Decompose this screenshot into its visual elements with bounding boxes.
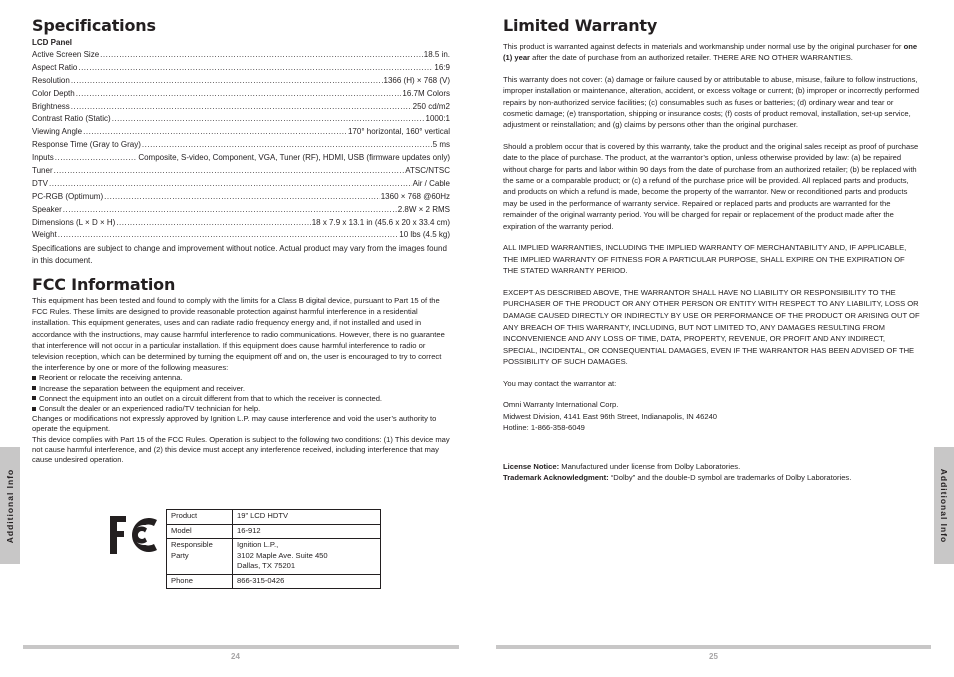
footer-bar bbox=[496, 645, 931, 649]
table-cell: Product bbox=[167, 510, 233, 525]
table-cell: Phone bbox=[167, 574, 233, 589]
spec-label: Tuner bbox=[32, 166, 53, 176]
spec-label: Dimensions (L × D × H) bbox=[32, 217, 116, 227]
warranty-paragraph: ALL IMPLIED WARRANTIES, INCLUDING THE IMPLIED WARRANTY OF MERCHANTABILITY AND, IF APPLICABLE, THE IMPLIED WARRANTY OF FITNESS FOR A PARTICULAR PURPOSE, SHALL EXPIRE ON THE EXPIRATION OF THE STATED WARRANTY PERIOD. bbox=[503, 243, 907, 276]
warranty-paragraph: EXCEPT AS DESCRIBED ABOVE, THE WARRANTOR SHALL HAVE NO LIABILITY OR RESPONSIBILITY TO THE PURCHASER OF THE PRODUCT OR ANY OTHER PERSON OR ENTITY WITH RESPECT TO ANY LIABILITY, LOSS OR DAMAGE CAUSED DIRECTLY OR INDIRECTLY BY USE OR PERFORMANCE OF THE PRODUCT OR ARISING OUT OF ANY BREACH OF THIS WARRANTY, INCLUDING, BUT NOT LIMITED TO, ANY DAMAGES RESULTING FROM INCONVENIENCE AND ANY LOSS OF TIME, DATA, PROPERTY, REVENUE, OR PROFIT AND ANY INDIRECT, SPECIAL, INCIDENTAL, OR CONSEQUENTIAL DAMAGES, EVEN IF THE WARRANTOR HAS BEEN ADVISED OF THE POSSIBILITY OF SUCH DAMAGES. bbox=[503, 287, 920, 367]
spec-label: Brightness bbox=[32, 101, 70, 111]
spec-value: 1000:1 bbox=[425, 114, 450, 124]
spec-value: 16:9 bbox=[434, 62, 450, 72]
spec-value: 2.8W × 2 RMS bbox=[397, 204, 450, 214]
spec-row bbox=[32, 114, 450, 127]
spec-value: 250 cd/m2 bbox=[412, 101, 450, 111]
fcc-bullet-list bbox=[32, 373, 450, 414]
spec-row bbox=[32, 153, 450, 166]
dot-leader bbox=[112, 114, 425, 123]
dot-leader bbox=[63, 205, 397, 214]
spec-row bbox=[32, 218, 450, 231]
side-tab-right bbox=[934, 447, 954, 564]
spec-value: ATSC/NTSC bbox=[405, 166, 450, 176]
dot-leader bbox=[54, 166, 405, 175]
spec-row bbox=[32, 102, 450, 115]
spec-label: Color Depth bbox=[32, 88, 75, 98]
specifications-list bbox=[32, 50, 450, 243]
spec-value: 1360 × 768 @60Hz bbox=[380, 191, 450, 201]
table-row bbox=[167, 524, 381, 539]
page-number: 25 bbox=[709, 652, 718, 661]
fcc-conditions: This device complies with Part 15 of the FCC Rules. Operation is subject to the following two conditions: (1) This device may not cause harmful interference, and (2) this device must accept any interference received, including interference that may cause undesired operation. bbox=[32, 434, 450, 465]
spec-row bbox=[32, 63, 450, 76]
table-row bbox=[167, 510, 381, 525]
bullet-square-icon bbox=[32, 386, 36, 390]
table-cell: Model bbox=[167, 524, 233, 539]
bullet-square-icon bbox=[32, 407, 36, 411]
specifications-heading: Specifications bbox=[32, 16, 156, 35]
spec-row bbox=[32, 127, 450, 140]
spec-label: Active Screen Size bbox=[32, 50, 100, 59]
warranty-paragraph: This warranty does not cover: (a) damage or failure caused by or attributable to abuse, misuse, failure to follow instructions, improper installation or maintenance, alteration, accident, or excess voltage or current; (b) improper or incorrectly performed repairs by non-authorized service facilities; (c) consumables such as fuses or batteries; (d) ordinary wear and tear or cosmetic damage; (e) transportation, shipping or insurance costs; (f) costs of product removal, installation, set-up service, adjustment or reinstallation; and (g) claims by persons other than the original purchaser. bbox=[503, 74, 920, 130]
spec-value: 18.5 in. bbox=[423, 50, 450, 59]
dot-leader bbox=[116, 218, 310, 227]
spec-row bbox=[32, 192, 450, 205]
dot-leader bbox=[71, 102, 412, 111]
dot-leader bbox=[104, 192, 380, 201]
table-row bbox=[167, 574, 381, 589]
list-item: Connect the equipment into an outlet on a circuit different from that to which the receiver is connected. bbox=[32, 394, 450, 404]
dot-leader bbox=[71, 76, 383, 85]
warranty-paragraph: This product is warranted against defects in materials and workmanship under normal use by the original purchaser for one (1) year after the date of purchase from an authorized retailer. THERE ARE NO OTHER WARRANTIES. bbox=[503, 42, 918, 63]
spec-label: Weight bbox=[32, 230, 57, 240]
spec-value: 5 ms bbox=[432, 140, 450, 150]
side-tab-label: Additional Info bbox=[5, 468, 15, 543]
warranty-body bbox=[503, 41, 921, 483]
license-notice: License Notice: Manufactured under license from Dolby Laboratories. bbox=[503, 461, 741, 471]
dot-leader bbox=[142, 140, 432, 149]
list-item: Increase the separation between the equipment and receiver. bbox=[32, 384, 450, 394]
table-cell: 866-315-0426 bbox=[233, 574, 381, 589]
dot-leader bbox=[76, 89, 402, 98]
spec-row bbox=[32, 230, 450, 243]
contact-intro: You may contact the warrantor at: bbox=[503, 379, 617, 389]
dot-leader bbox=[83, 127, 347, 136]
dot-leader bbox=[100, 50, 423, 59]
side-tab-left bbox=[0, 447, 20, 564]
spec-row bbox=[32, 89, 450, 102]
bullet-square-icon bbox=[32, 396, 36, 400]
specifications-note: Specifications are subject to change and improvement without notice. Actual product may vary from the images found in this document. bbox=[32, 244, 447, 265]
table-cell: Ignition L.P., 3102 Maple Ave. Suite 450 Dallas, TX 75201 bbox=[233, 539, 381, 575]
footer-bar bbox=[23, 645, 459, 649]
spec-row bbox=[32, 140, 450, 153]
spec-label: Contrast Ratio (Static) bbox=[32, 114, 111, 124]
bullet-square-icon bbox=[32, 376, 36, 380]
spec-value: 170° horizontal, 160° vertical bbox=[347, 127, 450, 137]
spec-label: PC-RGB (Optimum) bbox=[32, 191, 104, 201]
contact-address: Omni Warranty International Corp. Midwest Division, 4141 East 96th Street, Indianapolis, IN 46240 Hotline: 1-866-358-6049 bbox=[503, 400, 718, 433]
warranty-paragraph: Should a problem occur that is covered by this warranty, take the product and the original sales receipt as proof of purchase date to the place of purchase. The product, at the warrantor’s option, unless otherwise provided by law: (a) be repaired without charge for parts and labor within 90 days from the date of purchase from an authorized retailer; (b) be replaced with the same or a comparable product; or (c) a refund of the purchase price will be provided. All replaced parts and products, and products on which a refund is made, become the property of the warrantor. New or reconditioned parts and products may be used in the performance of warranty service. Repaired or replaced parts and products are warranted for the remainder of the original warranty period. You will be charged for repair or replacement of the product made after the expiration of the warranty period. bbox=[503, 141, 919, 231]
fcc-heading: FCC Information bbox=[32, 275, 176, 294]
fcc-body bbox=[32, 295, 450, 465]
limited-warranty-heading: Limited Warranty bbox=[503, 16, 658, 35]
spec-value: 10 lbs (4.5 kg) bbox=[399, 230, 450, 240]
spec-label: Speaker bbox=[32, 204, 62, 214]
fcc-logo-icon bbox=[110, 516, 160, 554]
table-cell: 16-912 bbox=[233, 524, 381, 539]
spec-value: 1366 (H) × 768 (V) bbox=[383, 75, 450, 85]
spec-value: 18 x 7.9 x 13.1 in (45.6 x 20 x 33.4 cm) bbox=[311, 217, 450, 227]
spec-label: Resolution bbox=[32, 75, 70, 85]
spec-label: Response Time (Gray to Gray) bbox=[32, 140, 141, 150]
spec-row bbox=[32, 179, 450, 192]
lcd-panel-subheading: LCD Panel bbox=[32, 38, 73, 47]
dot-leader bbox=[49, 179, 412, 188]
fcc-changes: Changes or modifications not expressly approved by Ignition L.P. may cause interference and void the user’s authority to operate the equipment. bbox=[32, 414, 437, 434]
table-row bbox=[167, 539, 381, 575]
responsible-party-table bbox=[166, 509, 381, 589]
dot-leader bbox=[58, 230, 399, 239]
spec-row bbox=[32, 50, 450, 63]
spec-value: 16.7M Colors bbox=[402, 88, 450, 98]
spec-row bbox=[32, 205, 450, 218]
fcc-intro: This equipment has been tested and found to comply with the limits for a Class B digital device, pursuant to Part 15 of the FCC Rules. These limits are designed to provide reasonable protection against harmful interference in a residential installation. This equipment generates, uses and can radiate radio frequency energy and, if not installed and used in accordance with the instructions, may cause harmful interference to radio communications. However, there is no guarantee that interference will not occur in a particular installation. If this equipment does cause harmful interference to radio or television reception, which can be determined by turning the equipment off and on, the user is encouraged to try to correct the interference by one or more of the following measures: bbox=[32, 296, 445, 373]
side-tab-label: Additional Info bbox=[939, 468, 949, 543]
spec-value: Composite, S-video, Component, VGA, Tuner (RF), HDMI, USB (firmware updates only) bbox=[138, 153, 450, 163]
page-number: 24 bbox=[231, 652, 240, 661]
list-item: Consult the dealer or an experienced radio/TV technician for help. bbox=[32, 404, 450, 414]
table-cell: 19” LCD HDTV bbox=[233, 510, 381, 525]
table-cell: Responsible Party bbox=[167, 539, 233, 575]
spec-label: Viewing Angle bbox=[32, 127, 83, 137]
spec-value: Air / Cable bbox=[412, 178, 450, 188]
spec-label: Aspect Ratio bbox=[32, 62, 78, 72]
trademark-acknowledgment: Trademark Acknowledgment: “Dolby” and the double-D symbol are trademarks of Dolby Laboratories. bbox=[503, 473, 852, 483]
spec-row bbox=[32, 166, 450, 179]
dot-leader bbox=[78, 63, 433, 72]
spec-label: DTV bbox=[32, 178, 48, 188]
spec-row bbox=[32, 76, 450, 89]
list-item: Reorient or relocate the receiving antenna. bbox=[32, 373, 450, 383]
spec-label: Inputs bbox=[32, 153, 54, 163]
dot-leader bbox=[55, 153, 138, 162]
